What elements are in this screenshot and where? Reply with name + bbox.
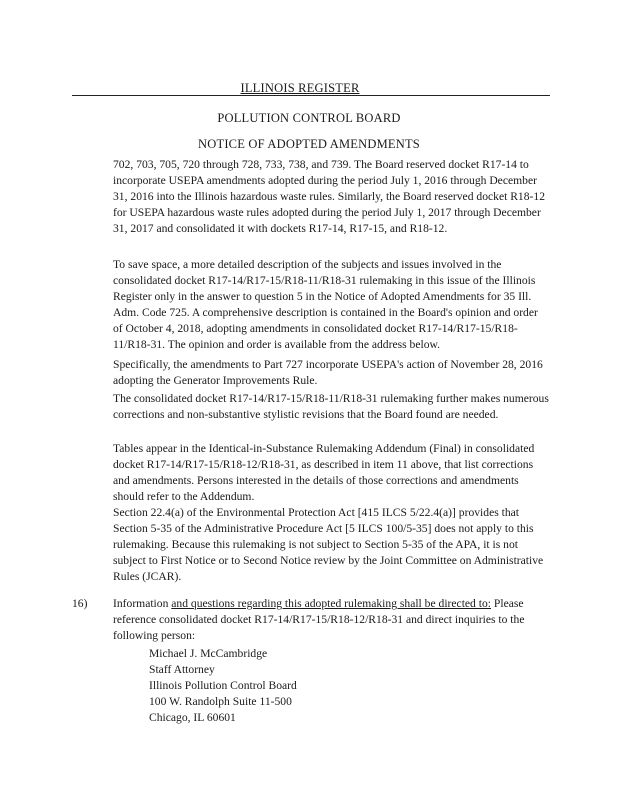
paragraph-description: To save space, a more detailed description of the subjects and issues involved in the consolidated docket R17-14/R17-15/R18-11/R18-31 rulemaking in this issue of the Illinois Register only in the answer to question 5 in the Notice of Adopted Amendments for 35 Ill. Adm. Code 725. A comprehensive description is contained in the Board's opinion and order of October 4, 2018, adopting amendments in consolidated docket R17-14/R17-15/R18-11/R18-31. The opinion and order is available from the address below. xyxy=(113,258,538,351)
paragraph-section-22-4: Section 22.4(a) of the Environmental Protection Act [415 ILCS 5/22.4(a)] provides that Section 5-35 of the Administrative Procedure Act [5 ILCS 100/5-35] does not apply to this rulemaking. Because this rulemaking is not subject to Section 5-35 of the APA, it is not subject to First Notice or to Second Notice review by the Joint Committee on Administrative Rules (JCAR). xyxy=(113,506,544,583)
agency-header: POLLUTION CONTROL BOARD xyxy=(217,111,401,125)
info-underlined: and questions regarding this adopted rulemaking shall be directed to: xyxy=(171,597,491,610)
notice-header: NOTICE OF ADOPTED AMENDMENTS xyxy=(198,137,420,151)
contact-org: Illinois Pollution Control Board xyxy=(149,679,297,692)
contact-title: Staff Attorney xyxy=(149,663,215,676)
paragraph-corrections: The consolidated docket R17-14/R17-15/R18-11/R18-31 rulemaking further makes numerous corrections and non-substantive stylistic revisions that the Board found are needed. xyxy=(113,392,549,421)
contact-name: Michael J. McCambridge xyxy=(149,647,268,660)
contact-city: Chicago, IL 60601 xyxy=(149,711,236,724)
paragraph-tables: Tables appear in the Identical-in-Substance Rulemaking Addendum (Final) in consolidated docket R17-14/R17-15/R18-12/R18-31, as described in item 11 above, that list corrections and amendments. Persons interested in the details of those corrections and amendments should refer to the Addendum. xyxy=(113,442,535,503)
paragraph-dockets: 702, 703, 705, 720 through 728, 733, 738, and 739. The Board reserved docket R17-14 to incorporate USEPA amendments adopted during the period July 1, 2016 through December 31, 2016 into the Illinois hazardous waste rules. Similarly, the Board reserved docket R18-12 for USEPA hazardous waste rules adopted during the period July 1, 2017 through December 31, 2017 and consolidated it with dockets R17-14, R17-15, and R18-12. xyxy=(113,158,545,235)
header-rule xyxy=(72,95,550,96)
contact-street: 100 W. Randolph Suite 11-500 xyxy=(149,695,292,708)
info-lead: Information xyxy=(113,597,172,610)
contact-address xyxy=(149,646,297,726)
info-rest: Please reference consolidated docket R17-14/R17-15/R18-12/R18-31 and direct inquiries to the following person: xyxy=(113,597,525,642)
register-header: ILLINOIS REGISTER xyxy=(240,81,360,95)
item-number: 16) xyxy=(72,597,88,610)
paragraph-part-727: Specifically, the amendments to Part 727 incorporate USEPA's action of November 28, 2016 adopting the Generator Improvements Rule. xyxy=(113,358,543,387)
paragraph-information xyxy=(113,596,550,644)
